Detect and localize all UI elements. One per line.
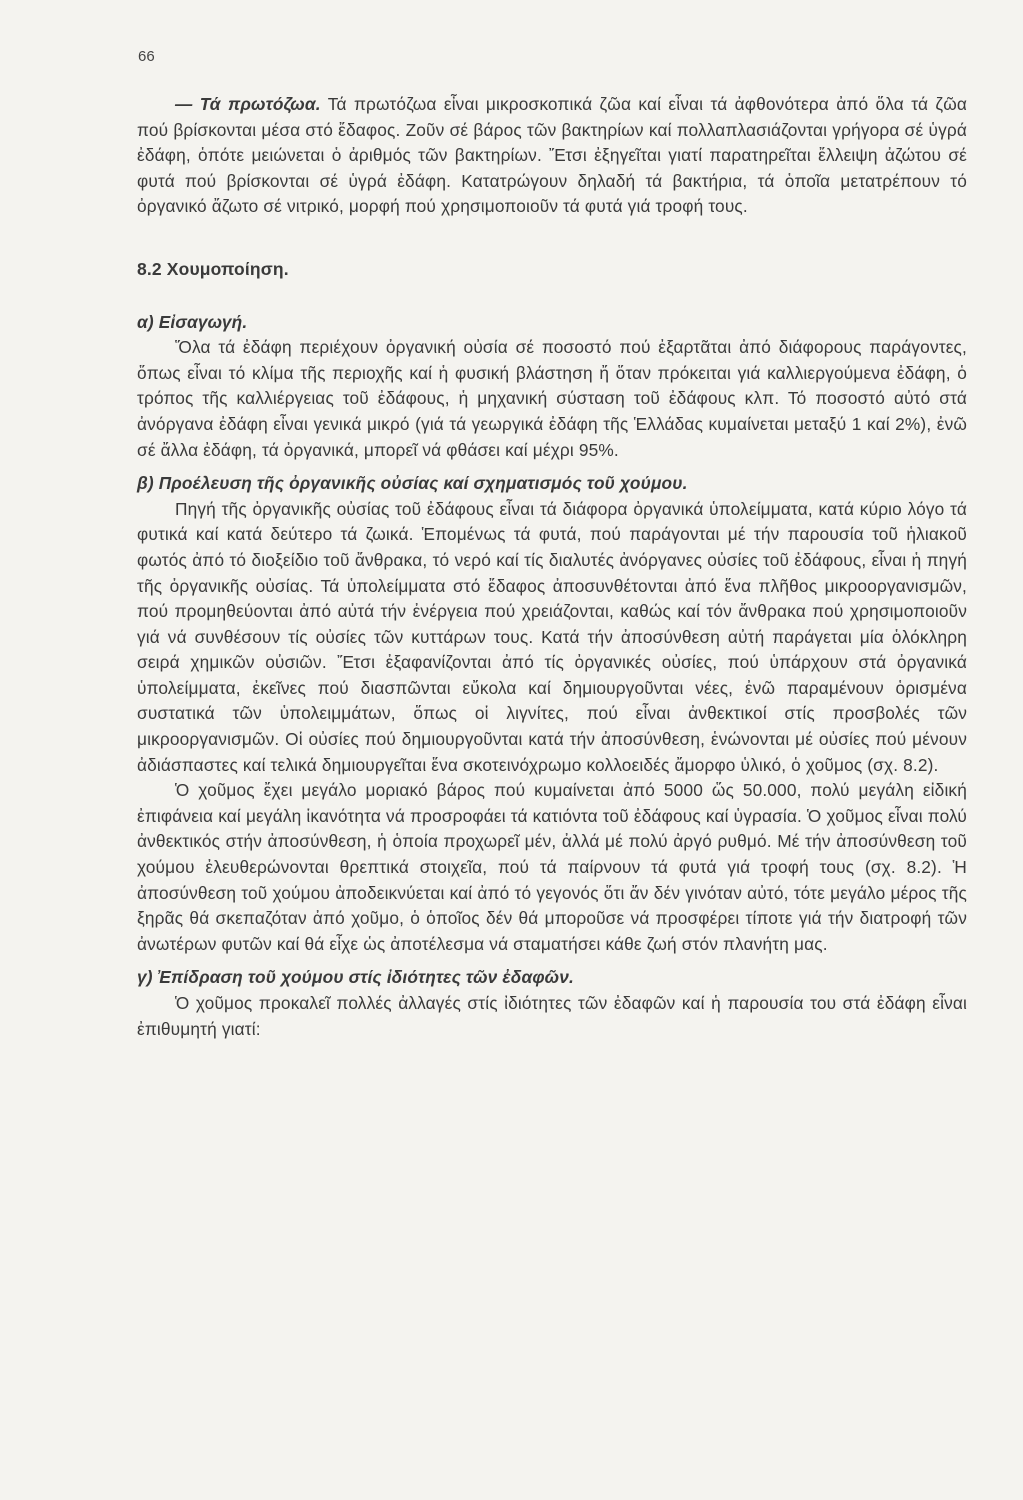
- section-title: 8.2 Χουμοποίηση.: [137, 258, 289, 279]
- intro-heading: α) Εἰσαγωγή.: [137, 311, 248, 332]
- page-body: [137, 92, 967, 1042]
- protozoa-heading: — Τά πρωτόζωα.: [175, 94, 321, 114]
- origin-heading: β) Προέλευση τῆς ὀργανικῆς οὐσίας καί σχηματισμός τοῦ χούμου.: [137, 473, 688, 494]
- protozoa-text: Τά πρωτόζωα εἶναι μικροσκοπικά ζῶα καί εἶναι τά ἀφθονότερα ἀπό ὅλα τά ζῶα πού βρίσκονται μέσα στό ἔδαφος. Ζοῦν σέ βάρος τῶν βακτηρίων καί πολλαπλασιάζονται γρήγορα σέ ὑγρά ἐδάφη, ὁπότε μειώνεται ὁ ἀριθμός τῶν βακτηρίων. Ἔτσι ἐξηγεῖται γιατί παρατηρεῖται ἔλλειψη ἀζώτου σέ φυτά πού βρίσκονται σέ ὑγρά ἐδάφη. Κατατρώγουν δηλαδή τά βακτήρια, τά ὁποῖα μετατρέπουν τό ὀργανικό ἄζωτο σέ νιτρικό, μορφή πού χρησιμοποιοῦν τά φυτά γιά τροφή τους.: [137, 94, 967, 217]
- origin-paragraph-2: Ὁ χοῦμος ἔχει μεγάλο μοριακό βάρος πού κυμαίνεται ἀπό 5000 ὥς 50.000, πολύ μεγάλη εἰδική ἐπιφάνεια καί μεγάλη ἱκανότητα νά προσροφάει τά κατιόντα τοῦ ἐδάφους καί ὑγρασία. Ὁ χοῦμος εἶναι πολύ ἀνθεκτικός στήν ἀποσύνθεση, ἡ ὁποία προχωρεῖ μέν, ἀλλά μέ πολύ ἀργό ρυθμό. Μέ τήν ἀποσύνθεση τοῦ χούμου ἐλευθερώνονται θρεπτικά στοιχεῖα, πού τά παίρνουν τά φυτά γιά τροφή τους (σχ. 8.2). Ἡ ἀποσύνθεση τοῦ χούμου ἀποδεικνύεται καί ἀπό τό γεγονός ὅτι ἄν δέν γινόταν αὐτό, τότε μεγάλο μέρος τῆς ξηρᾶς θά σκεπαζόταν ἀπό χοῦμο, ὁ ὁποῖος δέν θά μποροῦσε νά προσφέρει τίποτε γιά τήν διατροφή τῶν ἀνωτέρων φυτῶν καί θά εἶχε ὡς ἀποτέλεσμα νά σταματήσει κάθε ζωή στόν πλανήτη μας.: [137, 780, 967, 954]
- page-number: 66: [138, 48, 155, 65]
- protozoa-paragraph: [137, 92, 967, 220]
- origin-paragraph-1: Πηγή τῆς ὀργανικῆς οὐσίας τοῦ ἐδάφους εἶναι τά διάφορα ὀργανικά ὑπολείμματα, κατά κύριο λόγο τά φυτικά καί κατά δεύτερο τά ζωικά. Ἑπομένως τά φυτά, πού παράγονται μέ τήν παρουσία τοῦ ἡλιακοῦ φωτός ἀπό τό διοξείδιο τοῦ ἄνθρακα, τό νερό καί τίς διαλυτές ἀνόργανες οὐσίες τοῦ ἐδάφους, εἶναι ἡ πηγή τῆς ὀργανικῆς οὐσίας. Τά ὑπολείμματα στό ἔδαφος ἀποσυνθέτονται ἀπό ἕνα πλῆθος μικροοργανισμῶν, πού προμηθεύονται ἀπό αὐτά τήν ἐνέργεια πού χρειάζονται, καθώς καί τόν ἄνθρακα πού χρησιμοποιοῦν γιά νά συνθέσουν τίς οὐσίες τῶν κυττάρων τους. Κατά τήν ἀποσύνθεση αὐτή παράγεται μία ὁλόκληρη σειρά χημικῶν οὐσιῶν. Ἔτσι ἐξαφανίζονται ἀπό τίς ὀργανικές οὐσίες, πού ὑπάρχουν στά ὀργανικά ὑπολείμματα, ἐκεῖνες πού διασπῶνται εὔκολα καί δημιουργοῦνται νέες, ἐνῶ παραμένουν ὁρισμένα συστατικά τῶν ὑπολειμμάτων, ὅπως οἱ λιγνίτες, πού εἶναι ἀνθεκτικοί στίς προσβολές τῶν μικροοργανισμῶν. Οἱ οὐσίες πού δημιουργοῦνται κατά τήν ἀποσύνθεση, ἑνώνονται μέ οὐσίες πού μένουν ἀδιάσπαστες καί τελικά δημιουργεῖται ἕνα σκοτεινόχρωμο κολλοειδές ἄμορφο ὑλικό, ὁ χοῦμος (σχ. 8.2).: [137, 498, 967, 775]
- intro-paragraph: Ὅλα τά ἐδάφη περιέχουν ὀργανική οὐσία σέ ποσοστό πού ἐξαρτᾶται ἀπό διάφορους παράγοντες, ὅπως εἶναι τό κλίμα τῆς περιοχῆς καί ἡ φυσική βλάστηση ἤ ὅταν πρόκειται γιά καλλιεργούμενα ἐδάφη, ὁ τρόπος τῆς καλλιέργειας τοῦ ἐδάφους, ἡ μηχανική σύσταση τοῦ ἐδάφους κλπ. Τό ποσοστό αὐτό στά ἀνόργανα ἐδάφη εἶναι γενικά μικρό (γιά τά γεωργικά ἐδάφη τῆς Ἑλλάδας κυμαίνεται μεταξύ 1 καί 2%), ἐνῶ σέ ἄλλα ἐδάφη, τά ὀργανικά, μπορεῖ νά φθάσει καί μέχρι 95%.: [137, 337, 967, 460]
- effect-heading: γ) Ἐπίδραση τοῦ χούμου στίς ἰδιότητες τῶν ἐδαφῶν.: [137, 967, 574, 988]
- effect-paragraph: Ὁ χοῦμος προκαλεῖ πολλές ἀλλαγές στίς ἰδιότητες τῶν ἐδαφῶν καί ἡ παρουσία του στά ἐδάφη εἶναι ἐπιθυμητή γιατί:: [137, 993, 967, 1039]
